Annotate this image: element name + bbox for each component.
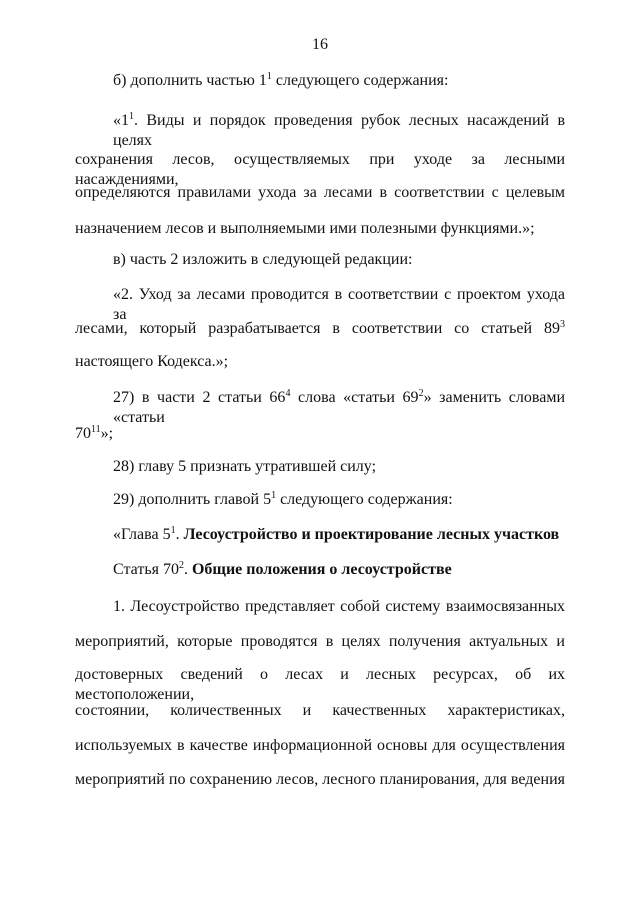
chapter-heading (113, 525, 559, 545)
text: » заменить словами «статьи (113, 389, 566, 426)
paragraph-line: в) часть 2 изложить в следующей редакции: (113, 251, 413, 268)
paragraph-line (75, 319, 565, 339)
article-title: Общие положения о лесоустройстве (191, 561, 452, 578)
paragraph-line: состоянии, количественных и качественных характеристиках, (75, 702, 565, 719)
paragraph-line: 1. Лесоустройство представляет собой систему взаимосвязанных (113, 598, 565, 615)
text: . (175, 526, 184, 543)
text: слова «статьи 69 (290, 389, 419, 406)
paragraph-line (113, 388, 565, 428)
superscript: 1 (129, 111, 134, 122)
text: «Глава 5 (113, 526, 171, 543)
text: 27) в части 2 статьи 66 (113, 389, 286, 406)
paragraph-line: настоящего Кодекса.»; (75, 353, 229, 370)
chapter-title: Лесоустройство и проектирование лесных участков (183, 526, 560, 543)
superscript: 11 (91, 424, 101, 435)
text: . Виды и порядок проведения рубок лесных насаждений в целях (113, 112, 565, 149)
paragraph-line (113, 111, 565, 151)
paragraph-line: сохранения лесов, осуществляемых при уходе за лесными насаждениями, (75, 151, 565, 188)
paragraph-line: 28) главу 5 признать утратившей силу; (113, 458, 377, 475)
article-heading (113, 560, 452, 580)
text: »; (100, 425, 114, 442)
text: «1 (113, 112, 129, 129)
text: б) дополнить частью 1 (113, 72, 267, 89)
text: . (183, 561, 192, 578)
paragraph-line (113, 71, 448, 91)
paragraph-line (113, 490, 453, 510)
text: следующего содержания: (276, 491, 453, 508)
paragraph-line: мероприятий по сохранению лесов, лесного планирования, для ведения (75, 771, 565, 788)
paragraph-line (75, 424, 113, 444)
paragraph-line: назначением лесов и выполняемыми ими полезными функциями.»; (75, 220, 535, 237)
paragraph-line: определяются правилами ухода за лесами в соответствии с целевым (75, 184, 565, 201)
superscript: 4 (285, 388, 291, 399)
superscript: 1 (170, 525, 176, 536)
page-number: 16 (312, 36, 328, 53)
superscript: 2 (418, 388, 424, 399)
text: 70 (75, 425, 91, 442)
superscript: 2 (178, 560, 184, 571)
paragraph-line: мероприятий, которые проводятся в целях получения актуальных и (75, 633, 565, 650)
superscript: 1 (271, 490, 277, 501)
superscript: 3 (560, 319, 565, 330)
text: следующего содержания: (271, 72, 449, 89)
paragraph-line: «2. Уход за лесами проводится в соответствии с проектом ухода за (113, 286, 565, 323)
paragraph-line: достоверных сведений о лесах и лесных ресурсах, об их местоположении, (75, 666, 565, 703)
text: лесами, который разрабатывается в соответствии со статьей 89 (75, 320, 560, 337)
text: 29) дополнить главой 5 (113, 491, 272, 508)
text: Статья 70 (113, 561, 179, 578)
paragraph-line: используемых в качестве информационной основы для осуществления (75, 737, 565, 754)
superscript: 1 (266, 71, 272, 82)
